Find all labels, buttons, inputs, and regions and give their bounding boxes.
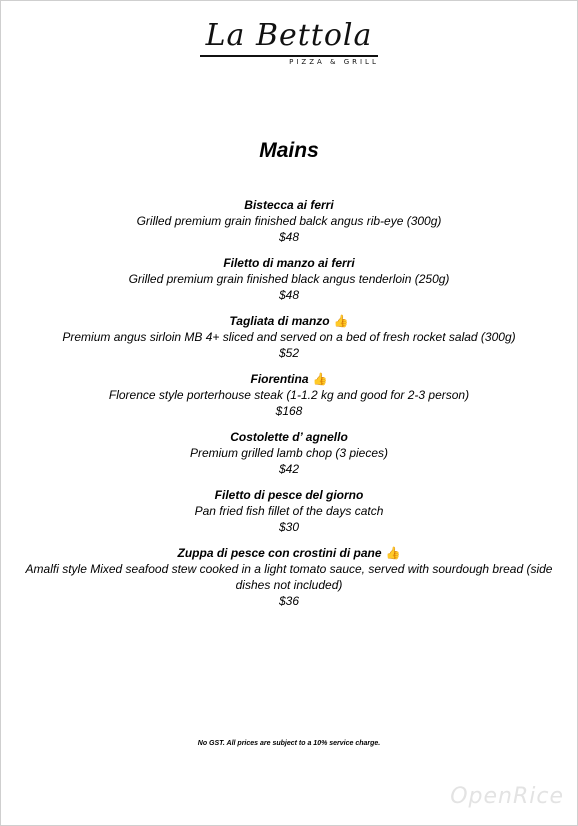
item-description: Amalfi style Mixed seafood stew cooked in a light tomato sauce, served with sourdough bread (side dishes not included) — [25, 562, 553, 592]
menu-item — [20, 255, 558, 303]
logo-name: La Bettola — [200, 18, 379, 57]
menu-item — [20, 371, 558, 419]
item-name: Bistecca ai ferri — [244, 198, 334, 212]
item-price: $42 — [278, 462, 300, 476]
menu-item — [20, 487, 558, 535]
thumbs-up-icon: 👍 — [333, 314, 349, 328]
menu-item — [20, 545, 558, 609]
item-price: $48 — [278, 230, 300, 244]
item-price: $36 — [278, 594, 300, 608]
menu-item — [20, 197, 558, 245]
item-description: Pan fried fish fillet of the days catch — [194, 504, 384, 518]
item-price: $52 — [278, 346, 300, 360]
thumbs-up-icon: 👍 — [312, 372, 328, 386]
item-name: Filetto di manzo ai ferri — [223, 256, 355, 270]
item-description: Grilled premium grain finished balck angus rib-eye (300g) — [136, 214, 442, 228]
thumbs-up-icon: 👍 — [385, 546, 401, 560]
item-name: Costolette d’ agnello — [230, 430, 348, 444]
item-price: $168 — [275, 404, 303, 418]
service-charge-note: No GST. All prices are subject to a 10% service charge. — [197, 740, 381, 747]
logo-subtitle: PIZZA & GRILL — [289, 58, 379, 66]
menu-item — [20, 429, 558, 477]
item-description: Premium grilled lamb chop (3 pieces) — [189, 446, 389, 460]
item-name: Tagliata di manzo 👍 — [229, 314, 349, 328]
openrice-watermark: OpenRice — [450, 784, 564, 809]
menu-items — [20, 197, 558, 619]
item-description: Premium angus sirloin MB 4+ sliced and served on a bed of fresh rocket salad (300g) — [62, 330, 516, 344]
item-name: Fiorentina 👍 — [250, 372, 328, 386]
section-title: Mains — [259, 139, 319, 162]
item-price: $30 — [278, 520, 300, 534]
item-name: Filetto di pesce del giorno — [214, 488, 364, 502]
restaurant-logo — [0, 18, 578, 67]
item-description: Grilled premium grain finished black angus tenderloin (250g) — [128, 272, 450, 286]
item-name: Zuppa di pesce con crostini di pane 👍 — [177, 546, 401, 560]
menu-item — [20, 313, 558, 361]
item-price: $48 — [278, 288, 300, 302]
item-description: Florence style porterhouse steak (1-1.2 kg and good for 2-3 person) — [108, 388, 470, 402]
